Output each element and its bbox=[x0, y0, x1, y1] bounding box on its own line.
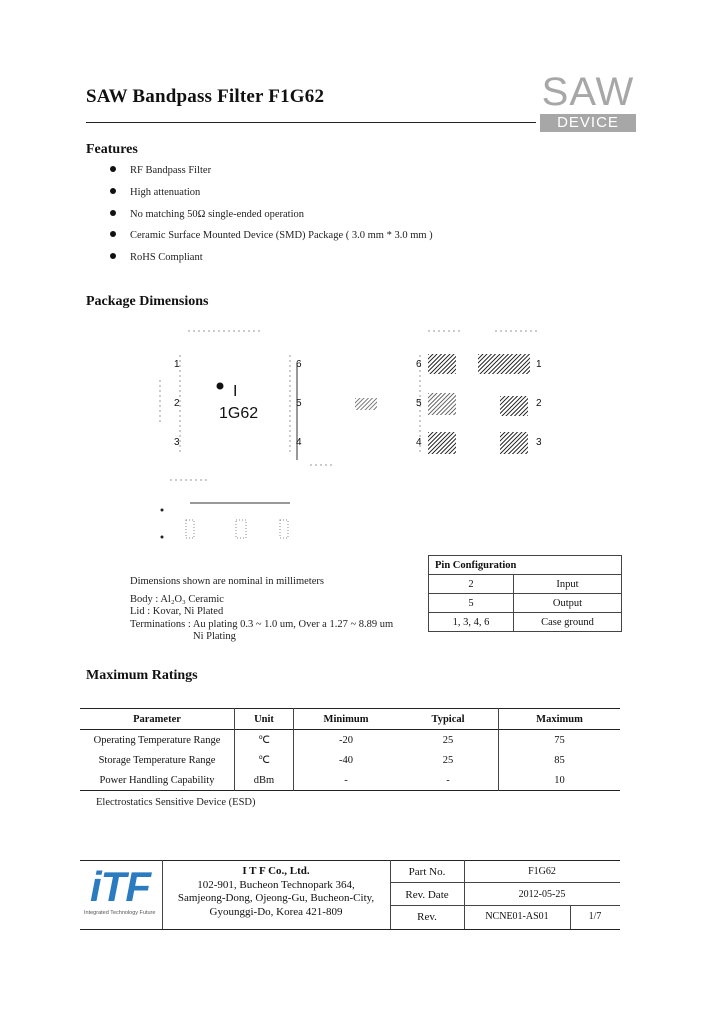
top-pin-label: 4 bbox=[296, 437, 302, 448]
page-title: SAW Bandpass Filter F1G62 bbox=[86, 86, 325, 107]
header-rule bbox=[86, 122, 536, 123]
feature-item bbox=[110, 230, 433, 241]
itf-logo bbox=[84, 864, 160, 924]
cell-typ: 25 bbox=[398, 730, 499, 751]
pin1-dot-icon bbox=[217, 383, 224, 390]
part-no-value: F1G62 bbox=[528, 866, 556, 877]
saw-device-logo bbox=[540, 72, 636, 134]
pad-4 bbox=[428, 432, 456, 454]
marking-line1: I bbox=[233, 383, 238, 400]
bottom-pin-label: 1 bbox=[536, 359, 542, 370]
itf-logo-subtitle: Integrated Technology Future bbox=[84, 910, 156, 916]
top-pin-label: 1 bbox=[174, 359, 180, 370]
feature-text: RF Bandpass Filter bbox=[130, 165, 212, 176]
company-address-2: Samjeong-Dong, Ojeong-Gu, Bucheon-City, bbox=[177, 892, 375, 904]
note-lid: Lid : Kovar, Ni Plated bbox=[130, 606, 224, 617]
bullet-icon bbox=[110, 231, 116, 237]
page-number: 1/7 bbox=[588, 911, 602, 922]
bottom-pin-label: 5 bbox=[416, 398, 422, 409]
feature-item bbox=[110, 187, 200, 198]
rev-date-label: Rev. Date bbox=[405, 889, 449, 901]
col-unit: Unit bbox=[235, 709, 294, 730]
cell-min: - bbox=[344, 774, 348, 786]
company-info bbox=[163, 865, 389, 919]
pin-function: Input bbox=[514, 575, 622, 594]
ratings-heading: Maximum Ratings bbox=[86, 668, 198, 683]
table-row bbox=[80, 730, 620, 751]
feature-text: RoHS Compliant bbox=[130, 252, 203, 263]
pin-config-heading: Pin Configuration bbox=[429, 556, 622, 575]
top-pin-label: 5 bbox=[296, 398, 302, 409]
cell-typ: 25 bbox=[398, 750, 499, 770]
esd-note: Electrostatics Sensitive Device (ESD) bbox=[96, 797, 256, 808]
pad-6 bbox=[428, 354, 456, 374]
pin-number: 2 bbox=[429, 575, 514, 594]
note-terminations: Terminations : Au plating 0.3 ~ 1.0 um, Over a 1.27 ~ 8.89 um bbox=[130, 619, 394, 630]
feature-item bbox=[110, 209, 304, 220]
footer-row-rule bbox=[390, 882, 620, 883]
note-body: Body : Al₂O₃ Ceramic bbox=[130, 594, 224, 605]
cell-typ: - bbox=[398, 770, 499, 791]
cell-parameter: Storage Temperature Range bbox=[80, 750, 235, 770]
col-parameter: Parameter bbox=[80, 709, 235, 730]
ratings-table bbox=[80, 708, 620, 791]
package-top-view-drawing bbox=[150, 325, 340, 545]
bottom-pin-label: 3 bbox=[536, 437, 542, 448]
company-name: I T F Co., Ltd. bbox=[242, 865, 310, 877]
bullet-icon bbox=[110, 253, 116, 259]
ratings-header-row bbox=[80, 709, 620, 730]
note-dimensions: Dimensions shown are nominal in millimeters bbox=[130, 576, 324, 587]
pad-1 bbox=[478, 354, 530, 374]
cell-max: 85 bbox=[554, 754, 565, 766]
feature-text: Ceramic Surface Mounted Device (SMD) Package ( 3.0 mm * 3.0 mm ) bbox=[130, 230, 433, 241]
pin-function: Case ground bbox=[514, 613, 622, 632]
cell-unit: dBm bbox=[235, 770, 294, 791]
feature-text: High attenuation bbox=[130, 187, 201, 198]
table-row bbox=[80, 770, 620, 791]
top-pin-label: 2 bbox=[174, 398, 180, 409]
cell-max: 10 bbox=[554, 774, 565, 786]
logo-saw-text: SAW bbox=[541, 70, 635, 114]
cell-parameter: Power Handling Capability bbox=[80, 770, 235, 791]
bullet-icon bbox=[110, 210, 116, 216]
bullet-icon bbox=[110, 166, 116, 172]
top-pin-label: 6 bbox=[296, 359, 302, 370]
feature-item bbox=[110, 165, 211, 176]
note-terminations-cont: Ni Plating bbox=[193, 631, 236, 642]
features-heading: Features bbox=[86, 142, 138, 157]
pad-5 bbox=[428, 393, 456, 415]
cell-max: 75 bbox=[554, 734, 565, 746]
pin-number: 1, 3, 4, 6 bbox=[429, 613, 514, 632]
part-no-label: Part No. bbox=[408, 866, 446, 878]
table-row bbox=[429, 613, 622, 632]
pin-number: 5 bbox=[429, 594, 514, 613]
footer-row-rule bbox=[390, 905, 620, 906]
feature-text: No matching 50Ω single-ended operation bbox=[130, 209, 305, 220]
side-view-pads bbox=[186, 520, 288, 538]
marking-line2: 1G62 bbox=[219, 405, 259, 422]
cell-unit: ℃ bbox=[235, 750, 294, 770]
cell-min: -20 bbox=[339, 734, 353, 746]
col-maximum: Maximum bbox=[536, 713, 583, 725]
itf-logo-text: iTF bbox=[90, 863, 150, 910]
col-typical: Typical bbox=[398, 709, 499, 730]
rev-value: NCNE01-AS01 bbox=[485, 911, 549, 922]
side-pad bbox=[355, 398, 377, 410]
table-row bbox=[80, 750, 620, 770]
pin-function: Output bbox=[514, 594, 622, 613]
feature-item bbox=[110, 252, 203, 263]
package-bottom-view-drawing bbox=[400, 325, 570, 465]
top-pin-label: 3 bbox=[174, 437, 180, 448]
rev-label: Rev. bbox=[417, 911, 437, 923]
bottom-pin-label: 6 bbox=[416, 359, 422, 370]
table-row bbox=[429, 594, 622, 613]
logo-device-text: DEVICE bbox=[540, 114, 636, 132]
bottom-pin-label: 2 bbox=[536, 398, 542, 409]
pin-config-table bbox=[428, 555, 622, 632]
table-row bbox=[429, 575, 622, 594]
company-address-1: 102-901, Bucheon Technopark 364, bbox=[197, 878, 355, 891]
bottom-pin-label: 4 bbox=[416, 437, 422, 448]
company-address-3: Gyounggi-Do, Korea 421-809 bbox=[209, 905, 343, 918]
bullet-icon bbox=[110, 188, 116, 194]
cell-parameter: Operating Temperature Range bbox=[80, 730, 235, 751]
rev-date-value: 2012-05-25 bbox=[518, 889, 566, 900]
col-minimum: Minimum bbox=[323, 713, 369, 725]
package-heading: Package Dimensions bbox=[86, 294, 209, 309]
cell-min: -40 bbox=[339, 754, 353, 766]
pad-2 bbox=[500, 396, 528, 416]
cell-unit: ℃ bbox=[235, 730, 294, 751]
pad-3 bbox=[500, 432, 528, 454]
